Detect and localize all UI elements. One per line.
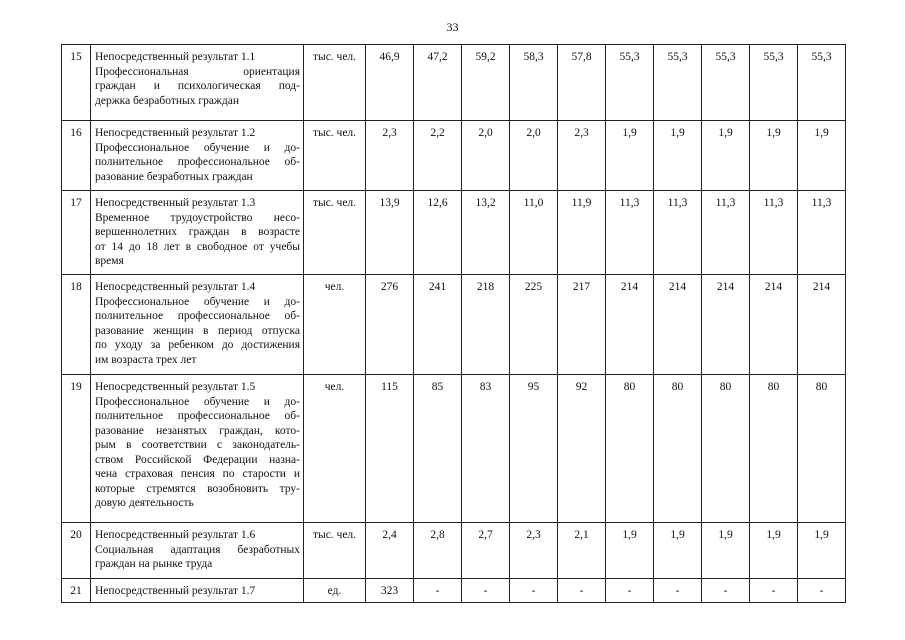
value-cell: 80 bbox=[798, 375, 846, 523]
table-row bbox=[62, 523, 846, 579]
indicator-name-line: Временное трудоустройство несо- bbox=[95, 211, 300, 224]
value-cell: 11,3 bbox=[750, 191, 798, 275]
page-number: 33 bbox=[446, 20, 459, 34]
indicator-name-line: рым в соответствии с законодатель- bbox=[95, 439, 300, 451]
value-cell: 323 bbox=[366, 579, 414, 603]
value-cell: - bbox=[414, 579, 462, 603]
indicator-name-line: Непосредственный результат 1.2 bbox=[95, 127, 256, 139]
value-cell: 276 bbox=[366, 275, 414, 375]
table-row bbox=[62, 275, 846, 375]
table-row bbox=[62, 579, 846, 603]
indicator-name-line: полнительное профессиональное об- bbox=[95, 156, 300, 168]
indicator-name-line: Непосредственный результат 1.1 bbox=[95, 51, 256, 63]
table-row bbox=[62, 191, 846, 275]
indicator-name-line: полнительное профессиональное об- bbox=[95, 410, 300, 422]
indicators-table bbox=[61, 44, 846, 603]
indicator-name bbox=[91, 579, 304, 603]
unit-cell: тыс. чел. bbox=[304, 121, 366, 191]
value-cell: 11,3 bbox=[798, 191, 846, 275]
value-cell: 2,8 bbox=[414, 523, 462, 579]
indicator-name-line: граждан на рынке труда bbox=[95, 558, 213, 570]
value-cell: 47,2 bbox=[414, 45, 462, 121]
value-cell: 1,9 bbox=[654, 523, 702, 579]
value-cell: 2,4 bbox=[366, 523, 414, 579]
value-cell: 11,3 bbox=[606, 191, 654, 275]
table-row bbox=[62, 45, 846, 121]
value-cell: - bbox=[606, 579, 654, 603]
value-cell: 59,2 bbox=[462, 45, 510, 121]
indicator-name-line: Непосредственный результат 1.4 bbox=[95, 281, 256, 293]
value-cell: - bbox=[798, 579, 846, 603]
unit-cell: тыс. чел. bbox=[304, 45, 366, 121]
table-row bbox=[62, 121, 846, 191]
indicator-name-line: от 14 до 18 лет в свободное от учебы bbox=[95, 240, 300, 253]
value-cell: 85 bbox=[414, 375, 462, 523]
indicator-name-line: Социальная адаптация безработных bbox=[95, 543, 300, 556]
value-cell: 92 bbox=[558, 375, 606, 523]
value-cell: 1,9 bbox=[606, 121, 654, 191]
value-cell: 95 bbox=[510, 375, 558, 523]
value-cell: 241 bbox=[414, 275, 462, 375]
value-cell: 46,9 bbox=[366, 45, 414, 121]
row-number: 18 bbox=[62, 275, 91, 375]
indicator-name-line: вершеннолетних граждан в возрасте bbox=[95, 226, 300, 238]
indicator-name-line: разование женщин в период отпуска bbox=[95, 324, 300, 337]
value-cell: 214 bbox=[702, 275, 750, 375]
indicator-name bbox=[91, 121, 304, 191]
indicator-name bbox=[91, 523, 304, 579]
value-cell: 80 bbox=[702, 375, 750, 523]
value-cell: - bbox=[702, 579, 750, 603]
value-cell: 2,3 bbox=[510, 523, 558, 579]
value-cell: 225 bbox=[510, 275, 558, 375]
value-cell: 1,9 bbox=[798, 121, 846, 191]
indicator-name bbox=[91, 45, 304, 121]
row-number: 21 bbox=[62, 579, 91, 603]
value-cell: 1,9 bbox=[798, 523, 846, 579]
value-cell: 2,1 bbox=[558, 523, 606, 579]
value-cell: 214 bbox=[654, 275, 702, 375]
value-cell: 2,3 bbox=[558, 121, 606, 191]
unit-cell: тыс. чел. bbox=[304, 191, 366, 275]
indicator-name-line: Профессиональное обучение и до- bbox=[95, 295, 300, 308]
value-cell: 13,2 bbox=[462, 191, 510, 275]
value-cell: 1,9 bbox=[702, 523, 750, 579]
value-cell: 55,3 bbox=[750, 45, 798, 121]
indicator-name-line: которые стремятся возобновить тру- bbox=[95, 482, 300, 495]
value-cell: 55,3 bbox=[606, 45, 654, 121]
value-cell: 11,0 bbox=[510, 191, 558, 275]
indicator-name-line: разование незанятых граждан, кото- bbox=[95, 424, 300, 437]
row-number: 15 bbox=[62, 45, 91, 121]
value-cell: 214 bbox=[798, 275, 846, 375]
indicator-name-line: по уходу за ребенком до достижения bbox=[95, 339, 300, 351]
indicator-name-line: время bbox=[95, 255, 124, 267]
indicator-name-line: Непосредственный результат 1.3 bbox=[95, 197, 256, 209]
value-cell: 57,8 bbox=[558, 45, 606, 121]
unit-cell: ед. bbox=[304, 579, 366, 603]
value-cell: - bbox=[654, 579, 702, 603]
value-cell: 11,9 bbox=[558, 191, 606, 275]
indicator-name-line: Непосредственный результат 1.6 bbox=[95, 529, 256, 541]
value-cell: 218 bbox=[462, 275, 510, 375]
indicator-name-line: держка безработных граждан bbox=[95, 94, 239, 107]
value-cell: 55,3 bbox=[702, 45, 750, 121]
indicator-name bbox=[91, 191, 304, 275]
indicator-name-line: Профессиональная ориентация bbox=[95, 65, 300, 78]
value-cell: 12,6 bbox=[414, 191, 462, 275]
value-cell: 58,3 bbox=[510, 45, 558, 121]
indicator-name bbox=[91, 375, 304, 523]
value-cell: 214 bbox=[606, 275, 654, 375]
indicator-name-line: разование безработных граждан bbox=[95, 170, 253, 183]
value-cell: 1,9 bbox=[702, 121, 750, 191]
indicator-name-line: полнительное профессиональное об- bbox=[95, 310, 300, 322]
value-cell: 80 bbox=[654, 375, 702, 523]
value-cell: 80 bbox=[750, 375, 798, 523]
row-number: 17 bbox=[62, 191, 91, 275]
value-cell: 55,3 bbox=[654, 45, 702, 121]
indicator-name-line: чена страховая пенсия по старости и bbox=[95, 468, 300, 480]
value-cell: 1,9 bbox=[606, 523, 654, 579]
value-cell: 11,3 bbox=[654, 191, 702, 275]
row-number: 16 bbox=[62, 121, 91, 191]
indicator-name-line: ством Российской Федерации назна- bbox=[95, 453, 300, 466]
value-cell: 80 bbox=[606, 375, 654, 523]
value-cell: 115 bbox=[366, 375, 414, 523]
row-number: 20 bbox=[62, 523, 91, 579]
value-cell: - bbox=[750, 579, 798, 603]
unit-cell: чел. bbox=[304, 375, 366, 523]
unit-cell: чел. bbox=[304, 275, 366, 375]
indicator-name-line: Непосредственный результат 1.7 bbox=[95, 585, 256, 597]
indicator-name-line: довую деятельность bbox=[95, 497, 194, 509]
indicator-name-line: им возраста трех лет bbox=[95, 353, 197, 366]
value-cell: 217 bbox=[558, 275, 606, 375]
value-cell: - bbox=[462, 579, 510, 603]
value-cell: 1,9 bbox=[654, 121, 702, 191]
value-cell: 83 bbox=[462, 375, 510, 523]
unit-cell: тыс. чел. bbox=[304, 523, 366, 579]
value-cell: 1,9 bbox=[750, 523, 798, 579]
value-cell: 214 bbox=[750, 275, 798, 375]
indicator-name-line: Профессиональное обучение и до- bbox=[95, 395, 300, 408]
value-cell: 2,7 bbox=[462, 523, 510, 579]
value-cell: 11,3 bbox=[702, 191, 750, 275]
indicator-name-line: граждан и психологическая под- bbox=[95, 80, 300, 92]
value-cell: - bbox=[558, 579, 606, 603]
indicator-name bbox=[91, 275, 304, 375]
value-cell: 2,0 bbox=[510, 121, 558, 191]
value-cell: 2,3 bbox=[366, 121, 414, 191]
row-number: 19 bbox=[62, 375, 91, 523]
value-cell: 1,9 bbox=[750, 121, 798, 191]
indicator-name-line: Профессиональное обучение и до- bbox=[95, 141, 300, 154]
table-row bbox=[62, 375, 846, 523]
value-cell: 2,2 bbox=[414, 121, 462, 191]
value-cell: 13,9 bbox=[366, 191, 414, 275]
value-cell: 55,3 bbox=[798, 45, 846, 121]
value-cell: 2,0 bbox=[462, 121, 510, 191]
indicator-name-line: Непосредственный результат 1.5 bbox=[95, 381, 256, 393]
value-cell: - bbox=[510, 579, 558, 603]
